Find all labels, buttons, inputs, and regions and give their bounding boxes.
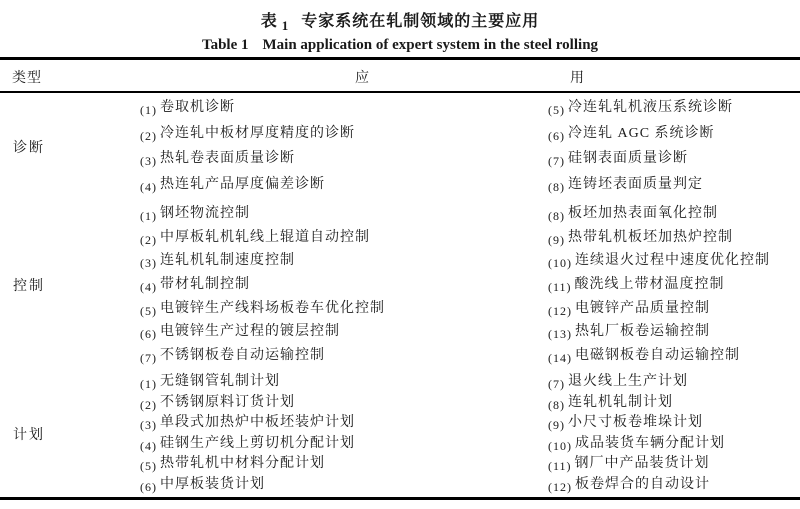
item-text: 冷连轧 AGC 系统诊断: [568, 125, 715, 141]
application-item: [140, 207, 548, 221]
application-item: [548, 253, 800, 271]
table-body: [0, 93, 800, 497]
item-number: (3): [140, 418, 157, 433]
application-item: [548, 207, 800, 221]
application-item: [140, 302, 548, 316]
item-text: 热带轧机板坯加热炉控制: [568, 229, 733, 245]
table-title-zh: [0, 8, 800, 31]
application-list-left: [140, 93, 548, 200]
item-number: (12): [548, 303, 572, 318]
item-text: 带材轧制控制: [160, 276, 250, 292]
item-number: (5): [548, 102, 565, 117]
title-zh-label: 表: [260, 11, 278, 30]
application-item: [140, 324, 548, 342]
application-list-left: [140, 370, 548, 497]
application-item: [140, 415, 548, 433]
item-text: 成品装货车辆分配计划: [575, 435, 725, 451]
item-number: (7): [548, 154, 565, 169]
application-item: [548, 348, 800, 366]
item-text: 冷连轧轧机液压系统诊断: [568, 99, 733, 115]
application-item: [140, 456, 548, 474]
application-item: [140, 151, 548, 169]
item-text: 板坯加热表面氧化控制: [568, 205, 718, 221]
application-item: [548, 231, 800, 245]
item-text: 中厚板装货计划: [160, 476, 265, 492]
application-item: [140, 478, 548, 492]
item-number: (1): [140, 208, 157, 223]
item-text: 连轧机轧制计划: [568, 394, 673, 410]
item-number: (8): [548, 397, 565, 412]
item-number: (2): [140, 232, 157, 247]
item-text: 单段式加热炉中板坯装炉计划: [160, 415, 355, 431]
application-item: [140, 253, 548, 271]
item-number: (1): [140, 377, 157, 392]
item-number: (4): [140, 180, 157, 195]
item-number: (1): [140, 102, 157, 117]
item-number: (11): [548, 459, 572, 474]
item-number: (9): [548, 232, 565, 247]
item-text: 小尺寸板卷堆垛计划: [568, 415, 703, 431]
item-text: 电镀锌生产过程的镀层控制: [160, 324, 340, 340]
item-text: 不锈钢板卷自动运输控制: [160, 348, 325, 364]
item-number: (2): [140, 128, 157, 143]
application-list-right: [548, 200, 800, 370]
application-item: [140, 437, 548, 451]
item-text: 电镀锌生产线料场板卷车优化控制: [160, 300, 385, 316]
item-text: 热轧卷表面质量诊断: [160, 151, 295, 167]
table-title-en: [0, 37, 800, 54]
item-number: (4): [140, 438, 157, 453]
item-number: (10): [548, 256, 572, 271]
item-text: 钢坯物流控制: [160, 205, 250, 221]
item-number: (3): [140, 256, 157, 271]
item-text: 热带轧机中材料分配计划: [160, 456, 325, 472]
application-item: [548, 101, 800, 115]
item-text: 电磁钢板卷自动运输控制: [575, 348, 740, 364]
application-item: [548, 415, 800, 433]
application-item: [140, 374, 548, 392]
item-number: (11): [548, 279, 572, 294]
application-item: [548, 278, 800, 292]
item-text: 硅钢表面质量诊断: [568, 151, 688, 167]
application-item: [548, 324, 800, 342]
item-number: (8): [548, 180, 565, 195]
item-text: 热连轧产品厚度偏差诊断: [160, 177, 325, 193]
item-text: 不锈钢原料订货计划: [160, 394, 295, 410]
item-text: 连铸坯表面质量判定: [568, 177, 703, 193]
item-text: 连轧机轧制速度控制: [160, 253, 295, 269]
item-number: (6): [140, 479, 157, 494]
application-item: [140, 396, 548, 410]
application-item: [548, 396, 800, 410]
item-number: (3): [140, 154, 157, 169]
item-text: 无缝钢管轧制计划: [160, 374, 280, 390]
title-en-text: Main application of expert system in the steel rolling: [262, 37, 599, 53]
application-list-left: [140, 200, 548, 370]
application-item: [140, 348, 548, 366]
application-item: [140, 231, 548, 245]
item-text: 钢厂中产品装货计划: [574, 456, 710, 472]
item-number: (6): [140, 327, 157, 342]
item-number: (4): [140, 279, 157, 294]
header-application-left: 应: [355, 71, 369, 86]
item-text: 卷取机诊断: [160, 99, 235, 115]
row-type-label: 计划: [13, 427, 45, 443]
item-number: (13): [548, 327, 572, 342]
item-text: 硅钢生产线上剪切机分配计划: [160, 435, 355, 451]
item-text: 中厚板轧机轧线上辊道自动控制: [160, 229, 370, 245]
application-item: [548, 456, 800, 474]
application-item: [140, 101, 548, 115]
item-number: (10): [548, 438, 572, 453]
application-list-right: [548, 370, 800, 497]
application-item: [140, 278, 548, 292]
row-type-label: 诊断: [13, 140, 45, 156]
title-zh-text: 专家系统在轧制领域的主要应用: [301, 11, 540, 30]
item-text: 冷连轧中板材厚度精度的诊断: [160, 125, 355, 141]
table-section: [0, 370, 800, 497]
item-number: (2): [140, 397, 157, 412]
application-item: [548, 177, 800, 195]
item-text: 板卷焊合的自动设计: [575, 476, 710, 492]
application-list-right: [548, 93, 800, 200]
title-zh-number: 1: [281, 18, 290, 33]
item-number: (7): [548, 377, 565, 392]
table-section: [0, 200, 800, 370]
item-number: (12): [548, 479, 572, 494]
item-number: (7): [140, 351, 157, 366]
item-number: (5): [140, 459, 157, 474]
item-text: 热轧厂板卷运输控制: [575, 324, 710, 340]
item-number: (5): [140, 303, 157, 318]
application-item: [548, 151, 800, 169]
item-text: 酸洗线上带材温度控制: [574, 276, 725, 292]
row-type-label: 控制: [13, 279, 45, 294]
table-bottom-rule: [0, 497, 800, 500]
application-item: [548, 127, 800, 141]
title-en-label: Table 1: [201, 37, 249, 53]
application-item: [548, 437, 800, 451]
header-application-right: 用: [570, 71, 584, 86]
application-item: [548, 374, 800, 392]
item-text: 连续退火过程中速度优化控制: [575, 253, 770, 269]
item-number: (8): [548, 208, 565, 223]
application-item: [548, 478, 800, 492]
table-header-row: [0, 60, 800, 91]
header-type: 类型: [12, 71, 42, 86]
application-item: [140, 127, 548, 141]
item-text: 退火线上生产计划: [568, 374, 688, 390]
table-section: [0, 93, 800, 200]
item-number: (9): [548, 418, 565, 433]
application-item: [548, 302, 800, 316]
item-number: (14): [548, 351, 572, 366]
application-item: [140, 177, 548, 195]
item-text: 电镀锌产品质量控制: [575, 300, 710, 316]
item-number: (6): [548, 128, 565, 143]
